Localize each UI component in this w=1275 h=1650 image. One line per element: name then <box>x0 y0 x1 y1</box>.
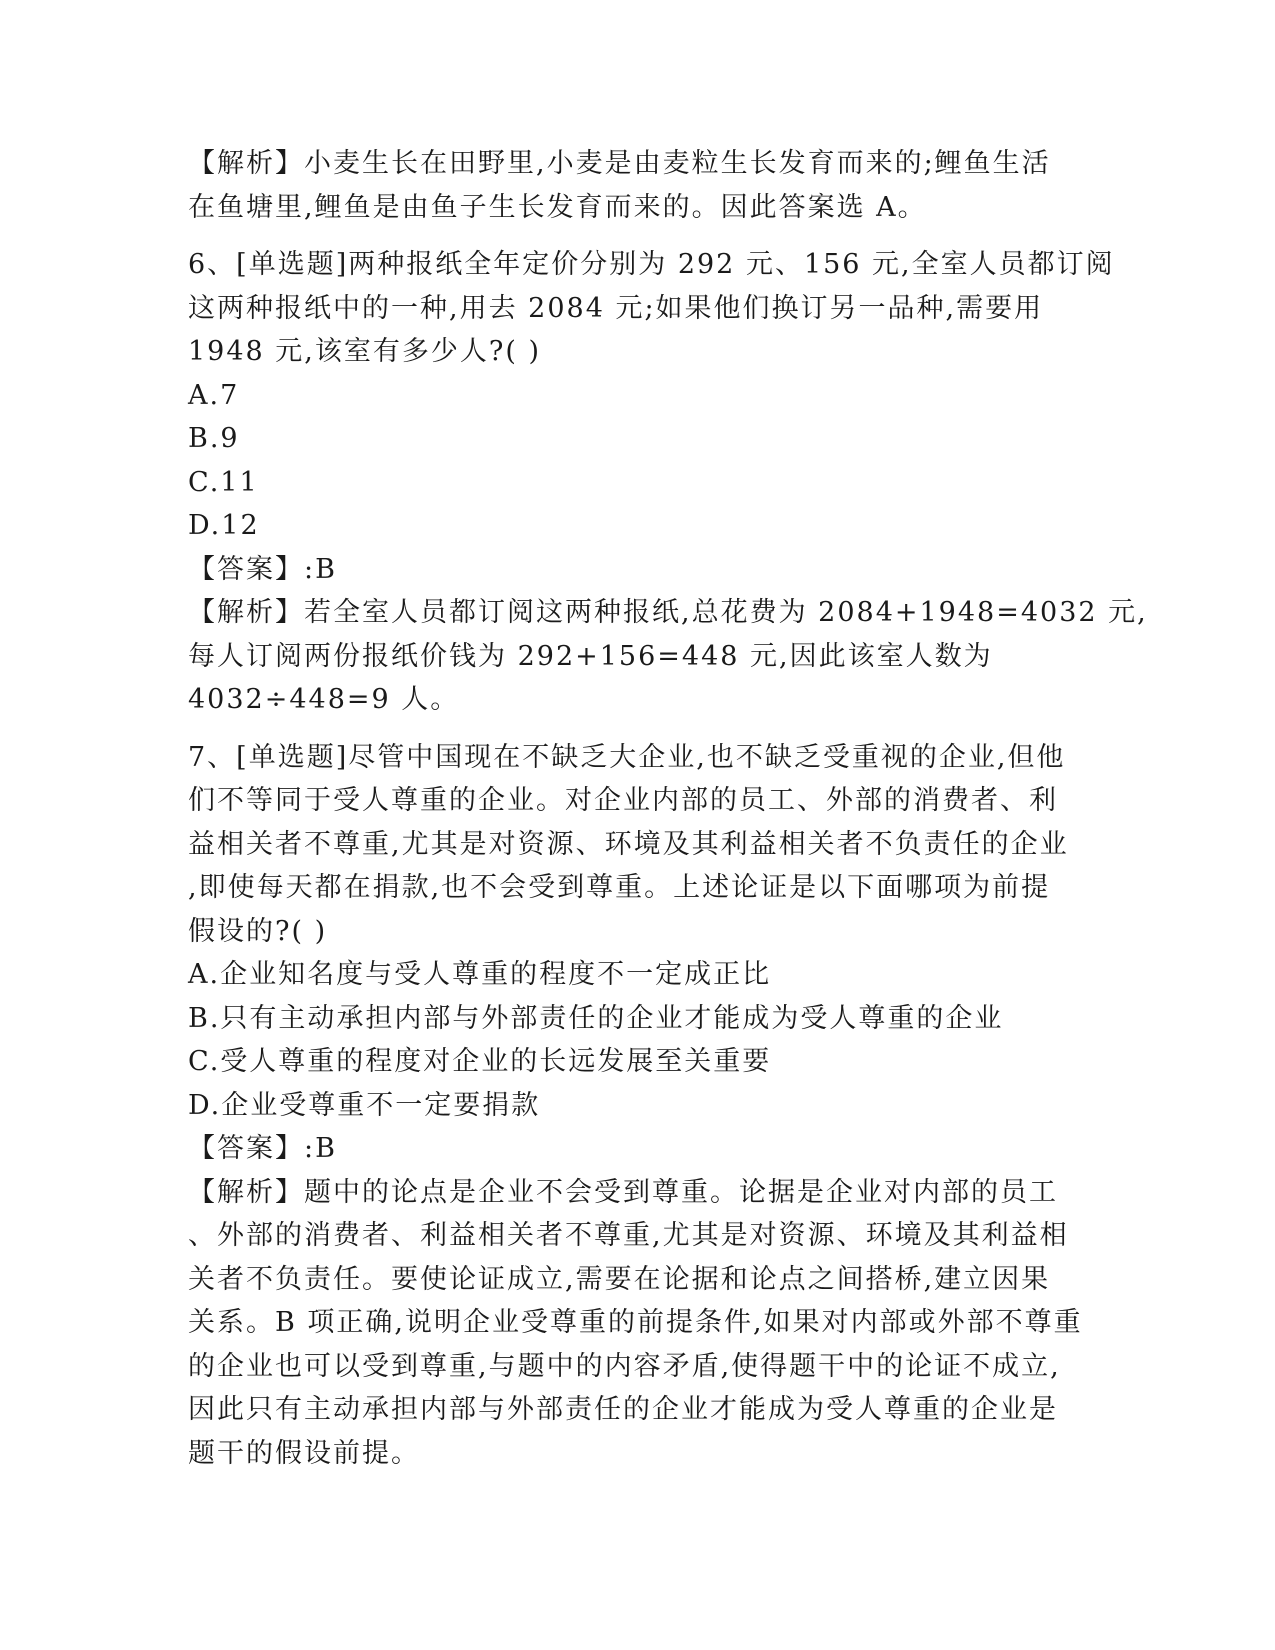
question-stem-line: 7、[单选题]尽管中国现在不缺乏大企业,也不缺乏受重视的企业,但他 <box>188 741 1066 773</box>
analysis-line: 关系。B 项正确,说明企业受尊重的前提条件,如果对内部或外部不尊重 <box>188 1307 1083 1338</box>
option-c: C.11 <box>188 466 259 498</box>
option-c: C.受人尊重的程度对企业的长远发展至关重要 <box>188 1046 772 1077</box>
analysis-line: 因此只有主动承担内部与外部责任的企业才能成为受人尊重的企业是 <box>188 1394 1058 1425</box>
analysis-line: 【解析】题中的论点是企业不会受到尊重。论据是企业对内部的员工 <box>188 1176 1058 1208</box>
question-stem-line: 这两种报纸中的一种,用去 2084 元;如果他们换订另一品种,需要用 <box>188 292 1044 324</box>
question-stem-line: 们不等同于受人尊重的企业。对企业内部的员工、外部的消费者、利 <box>188 785 1058 816</box>
analysis-line: 4032÷448=9 人。 <box>188 684 460 715</box>
analysis-line: 每人订阅两份报纸价钱为 292+156=448 元,因此该室人数为 <box>188 640 993 672</box>
answer-line: 【答案】:B <box>188 553 337 585</box>
document-page <box>188 142 1148 1475</box>
analysis-line: 关者不负责任。要使论证成立,需要在论据和论点之间搭桥,建立因果 <box>188 1263 1051 1295</box>
option-a: A.企业知名度与受人尊重的程度不一定成正比 <box>188 959 772 990</box>
question-stem-line: 假设的?( ) <box>188 915 328 947</box>
question-stem-line: 1948 元,该室有多少人?( ) <box>188 336 542 367</box>
question-7 <box>188 736 1088 1476</box>
analysis-line: 【解析】若全室人员都订阅这两种报纸,总花费为 2084+1948=4032 元, <box>188 597 1148 628</box>
answer-line: 【答案】:B <box>188 1133 337 1164</box>
question-stem-line: 6、[单选题]两种报纸全年定价分别为 292 元、156 元,全室人员都订阅 <box>188 249 1115 280</box>
question-stem-line: ,即使每天都在捐款,也不会受到尊重。上述论证是以下面哪项为前提 <box>188 872 1051 903</box>
option-d: D.12 <box>188 510 260 541</box>
option-d: D.企业受尊重不一定要捐款 <box>188 1089 541 1121</box>
analysis-line: 【解析】小麦生长在田野里,小麦是由麦粒生长发育而来的;鲤鱼生活 <box>188 148 1051 179</box>
analysis-line: 的企业也可以受到尊重,与题中的内容矛盾,使得题干中的论证不成立, <box>188 1350 1061 1382</box>
analysis-line: 题干的假设前提。 <box>188 1437 420 1469</box>
question-6 <box>188 243 1148 722</box>
question-stem-line: 益相关者不尊重,尤其是对资源、环境及其利益相关者不负责任的企业 <box>188 828 1069 860</box>
option-a: A.7 <box>188 379 240 411</box>
previous-analysis-block <box>188 142 1088 229</box>
option-b: B.9 <box>188 423 240 454</box>
analysis-line: 在鱼塘里,鲤鱼是由鱼子生长发育而来的。因此答案选 A。 <box>188 191 927 223</box>
option-b: B.只有主动承担内部与外部责任的企业才能成为受人尊重的企业 <box>188 1002 1004 1034</box>
analysis-line: 、外部的消费者、利益相关者不尊重,尤其是对资源、环境及其利益相 <box>188 1220 1069 1251</box>
